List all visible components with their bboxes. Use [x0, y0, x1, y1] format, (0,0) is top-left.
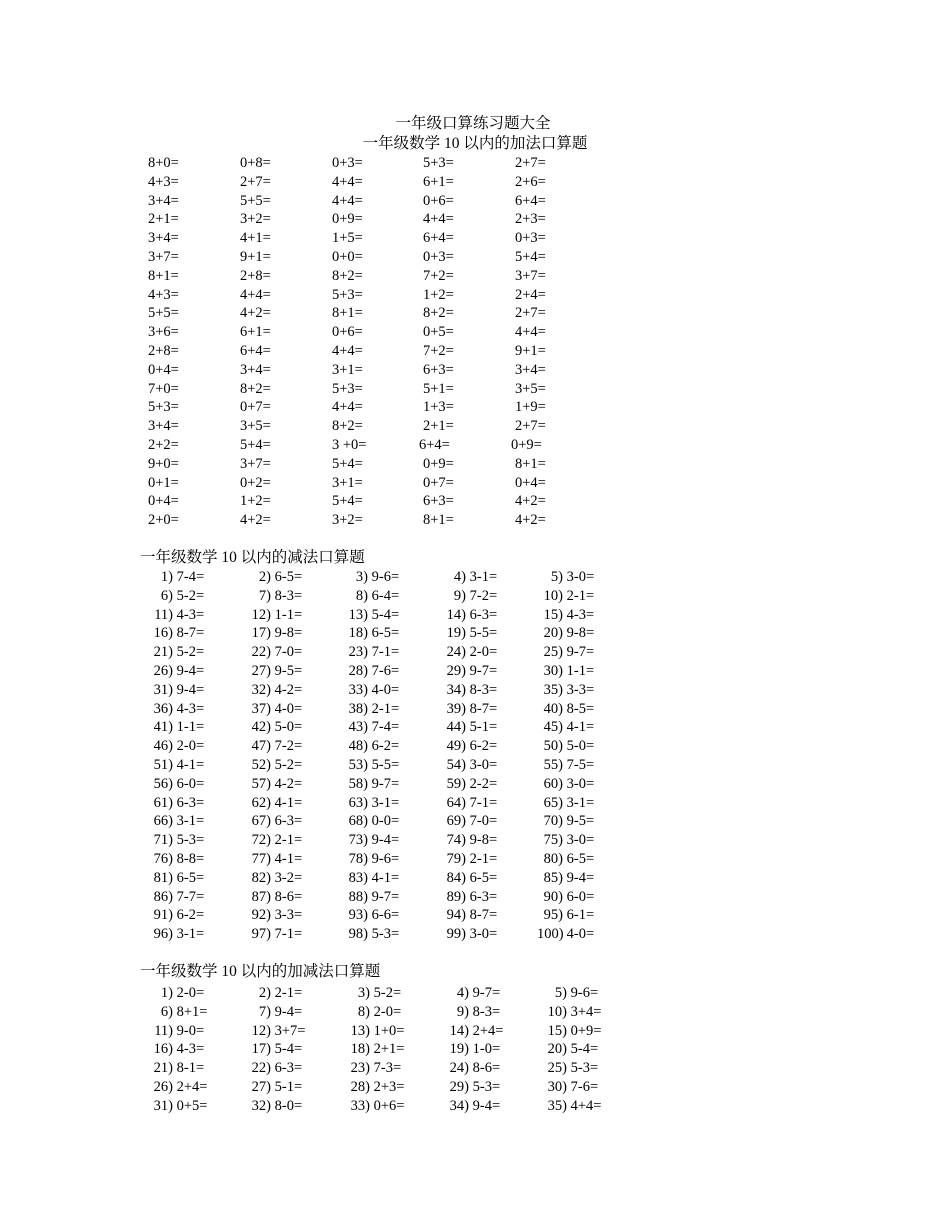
problem-item: 66) 3-1=: [153, 813, 205, 830]
problem-item: 19) 1-0=: [449, 1041, 501, 1058]
problem-item: 67) 6-3=: [251, 813, 303, 830]
problem-item: 2+8=: [240, 267, 271, 284]
problem-item: 6+1=: [240, 324, 271, 341]
problem-item: 23) 7-3=: [350, 1060, 402, 1077]
problem-item: 35) 4+4=: [547, 1097, 602, 1114]
problem-item: 5+4=: [515, 248, 546, 265]
problem-row: [0, 492, 950, 511]
problem-item: 58) 9-7=: [348, 775, 400, 792]
problem-item: 11) 4-3=: [154, 606, 205, 623]
problem-item: 3) 9-6=: [355, 569, 400, 585]
problem-item: 7) 8-3=: [258, 587, 303, 604]
problem-item: 3+2=: [240, 211, 271, 228]
problem-item: 4+4=: [332, 173, 363, 190]
problem-item: 5+5=: [148, 305, 179, 322]
problem-item: 10) 2-1=: [543, 587, 595, 604]
problem-item: 73) 9-4=: [348, 832, 400, 849]
problem-item: 60) 3-0=: [543, 775, 595, 792]
problem-item: 6+1=: [423, 173, 454, 190]
problem-row: [0, 737, 950, 756]
problem-item: 5+4=: [332, 493, 363, 510]
problem-item: 1+2=: [240, 493, 271, 510]
problem-item: 38) 2-1=: [348, 700, 400, 717]
problem-item: 5+3=: [332, 286, 363, 303]
problem-row: [0, 154, 950, 173]
problem-item: 0+6=: [423, 192, 454, 209]
problem-item: 0+9=: [511, 436, 542, 453]
problem-item: 12) 3+7=: [251, 1022, 306, 1039]
problem-item: 8+2=: [240, 380, 271, 397]
subtraction-section-heading: 一年级数学 10 以内的减法口算题: [140, 549, 365, 566]
problem-item: 29) 9-7=: [446, 662, 498, 679]
problem-item: 8+1=: [423, 512, 454, 529]
problem-item: 8+2=: [423, 305, 454, 322]
problem-item: 4+2=: [515, 493, 546, 510]
problem-item: 76) 8-8=: [153, 850, 205, 867]
problem-item: 2) 2-1=: [258, 985, 303, 1001]
problem-item: 16) 8-7=: [153, 625, 205, 642]
problem-item: 85) 9-4=: [543, 869, 595, 886]
problem-row: [0, 1097, 950, 1116]
problem-item: 11) 9-0=: [154, 1022, 205, 1039]
problem-item: 96) 3-1=: [153, 926, 205, 943]
problem-item: 9+1=: [240, 248, 271, 265]
problem-item: 22) 6-3=: [251, 1060, 303, 1077]
problem-item: 0+2=: [240, 474, 271, 491]
problem-item: 72) 2-1=: [251, 832, 303, 849]
problem-item: 3+4=: [515, 361, 546, 378]
problem-item: 7+0=: [148, 380, 179, 397]
problem-row: [0, 587, 950, 606]
problem-row: [0, 831, 950, 850]
problem-item: 2+7=: [515, 418, 546, 435]
problem-item: 4+4=: [515, 324, 546, 341]
problem-item: 55) 7-5=: [543, 756, 595, 773]
problem-item: 45) 4-1=: [543, 719, 595, 736]
problem-item: 46) 2-0=: [153, 738, 205, 755]
problem-item: 36) 4-3=: [153, 700, 205, 717]
problem-item: 2+2=: [148, 436, 179, 453]
problem-item: 33) 4-0=: [348, 681, 400, 698]
problem-item: 1+5=: [332, 230, 363, 247]
problem-item: 18) 6-5=: [348, 625, 400, 642]
addition-problem-grid: [0, 154, 950, 530]
problem-item: 47) 7-2=: [251, 738, 303, 755]
problem-item: 27) 9-5=: [251, 662, 303, 679]
problem-item: 6+4=: [240, 342, 271, 359]
problem-item: 8+2=: [332, 418, 363, 435]
problem-item: 0+8=: [240, 155, 271, 171]
problem-item: 7) 9-4=: [258, 1003, 303, 1020]
problem-item: 54) 3-0=: [446, 756, 498, 773]
problem-row: [0, 398, 950, 417]
problem-row: [0, 229, 950, 248]
problem-row: [0, 700, 950, 719]
problem-item: 68) 0-0=: [348, 813, 400, 830]
mixed-section-heading: 一年级数学 10 以内的加减法口算题: [140, 963, 381, 980]
problem-item: 6+4=: [515, 192, 546, 209]
problem-row: [0, 210, 950, 229]
problem-item: 8+0=: [148, 155, 179, 171]
problem-row: [0, 850, 950, 869]
problem-item: 82) 3-2=: [251, 869, 303, 886]
problem-item: 3+4=: [240, 361, 271, 378]
problem-row: [0, 662, 950, 681]
problem-item: 0+4=: [148, 493, 179, 510]
problem-row: [0, 812, 950, 831]
problem-item: 2+4=: [515, 286, 546, 303]
problem-item: 13) 5-4=: [348, 606, 400, 623]
problem-row: [0, 643, 950, 662]
problem-item: 3+7=: [515, 267, 546, 284]
problem-item: 26) 2+4=: [153, 1078, 208, 1095]
problem-row: [0, 925, 950, 944]
problem-item: 62) 4-1=: [251, 794, 303, 811]
problem-item: 42) 5-0=: [251, 719, 303, 736]
problem-item: 51) 4-1=: [153, 756, 205, 773]
problem-item: 4+4=: [240, 286, 271, 303]
subtraction-problem-grid: [0, 568, 950, 944]
problem-item: 81) 6-5=: [153, 869, 205, 886]
problem-item: 9) 7-2=: [453, 587, 498, 604]
problem-item: 0+3=: [423, 248, 454, 265]
problem-item: 90) 6-0=: [543, 888, 595, 905]
problem-item: 84) 6-5=: [446, 869, 498, 886]
problem-item: 95) 6-1=: [543, 907, 595, 924]
problem-item: 59) 2-2=: [446, 775, 498, 792]
problem-item: 4+4=: [332, 342, 363, 359]
problem-item: 1) 2-0=: [160, 985, 205, 1001]
problem-row: [0, 794, 950, 813]
problem-item: 34) 9-4=: [449, 1097, 501, 1114]
problem-item: 3+1=: [332, 361, 363, 378]
problem-item: 98) 5-3=: [348, 926, 400, 943]
problem-item: 43) 7-4=: [348, 719, 400, 736]
problem-item: 5+3=: [148, 399, 179, 416]
problem-row: [0, 361, 950, 380]
problem-item: 5+4=: [332, 455, 363, 472]
problem-item: 8) 6-4=: [355, 587, 400, 604]
problem-item: 2+1=: [423, 418, 454, 435]
problem-item: 91) 6-2=: [153, 907, 205, 924]
problem-item: 80) 6-5=: [543, 850, 595, 867]
problem-item: 79) 2-1=: [446, 850, 498, 867]
problem-item: 56) 6-0=: [153, 775, 205, 792]
problem-item: 2+7=: [515, 155, 546, 171]
problem-item: 6+4=: [419, 436, 450, 453]
problem-item: 4) 9-7=: [456, 985, 501, 1001]
problem-item: 6+4=: [423, 230, 454, 247]
problem-item: 32) 8-0=: [251, 1097, 303, 1114]
problem-item: 4) 3-1=: [453, 569, 498, 585]
problem-row: [0, 906, 950, 925]
problem-item: 97) 7-1=: [251, 926, 303, 943]
problem-item: 0+0=: [332, 248, 363, 265]
problem-item: 5+1=: [423, 380, 454, 397]
problem-item: 26) 9-4=: [153, 662, 205, 679]
problem-item: 4+3=: [148, 173, 179, 190]
problem-item: 3+2=: [332, 512, 363, 529]
problem-item: 31) 9-4=: [153, 681, 205, 698]
problem-item: 6) 5-2=: [160, 587, 205, 604]
problem-item: 2+1=: [148, 211, 179, 228]
problem-item: 4+2=: [240, 305, 271, 322]
problem-row: [0, 568, 950, 587]
problem-item: 15) 0+9=: [547, 1022, 602, 1039]
problem-item: 44) 5-1=: [446, 719, 498, 736]
problem-item: 6) 8+1=: [160, 1003, 208, 1020]
problem-item: 23) 7-1=: [348, 644, 400, 661]
problem-item: 32) 4-2=: [251, 681, 303, 698]
problem-item: 70) 9-5=: [543, 813, 595, 830]
problem-item: 3+7=: [240, 455, 271, 472]
problem-item: 27) 5-1=: [251, 1078, 303, 1095]
problem-item: 17) 5-4=: [251, 1041, 303, 1058]
problem-item: 5+4=: [240, 436, 271, 453]
problem-item: 75) 3-0=: [543, 832, 595, 849]
problem-item: 3+6=: [148, 324, 179, 341]
problem-item: 10) 3+4=: [547, 1003, 602, 1020]
problem-row: [0, 173, 950, 192]
problem-item: 2+3=: [515, 211, 546, 228]
problem-item: 17) 9-8=: [251, 625, 303, 642]
problem-item: 3+4=: [148, 192, 179, 209]
problem-item: 0+4=: [515, 474, 546, 491]
problem-item: 40) 8-5=: [543, 700, 595, 717]
problem-item: 0+5=: [423, 324, 454, 341]
problem-row: [0, 248, 950, 267]
problem-item: 25) 9-7=: [543, 644, 595, 661]
problem-item: 19) 5-5=: [446, 625, 498, 642]
problem-row: [0, 417, 950, 436]
problem-item: 74) 9-8=: [446, 832, 498, 849]
problem-item: 2+7=: [515, 305, 546, 322]
problem-item: 29) 5-3=: [449, 1078, 501, 1095]
problem-item: 0+1=: [148, 474, 179, 491]
problem-row: [0, 474, 950, 493]
problem-item: 25) 5-3=: [547, 1060, 599, 1077]
problem-item: 9+0=: [148, 455, 179, 472]
problem-item: 12) 1-1=: [251, 606, 303, 623]
problem-item: 41) 1-1=: [153, 719, 205, 736]
problem-item: 64) 7-1=: [446, 794, 498, 811]
problem-row: [0, 1059, 950, 1078]
problem-item: 3+5=: [515, 380, 546, 397]
problem-item: 22) 7-0=: [251, 644, 303, 661]
problem-item: 5) 3-0=: [550, 569, 595, 585]
problem-item: 2+7=: [240, 173, 271, 190]
problem-item: 4+4=: [423, 211, 454, 228]
problem-item: 3+7=: [148, 248, 179, 265]
problem-item: 3+4=: [148, 230, 179, 247]
problem-item: 3+1=: [332, 474, 363, 491]
problem-item: 0+6=: [332, 324, 363, 341]
problem-item: 15) 4-3=: [543, 606, 595, 623]
problem-item: 14) 2+4=: [449, 1022, 504, 1039]
problem-item: 77) 4-1=: [251, 850, 303, 867]
problem-item: 6+3=: [423, 493, 454, 510]
problem-item: 0+9=: [332, 211, 363, 228]
problem-row: [0, 1003, 950, 1022]
problem-item: 21) 8-1=: [153, 1060, 205, 1077]
problem-row: [0, 436, 950, 455]
problem-item: 4+1=: [240, 230, 271, 247]
problem-row: [0, 756, 950, 775]
problem-row: [0, 624, 950, 643]
problem-row: [0, 511, 950, 530]
problem-item: 4+3=: [148, 286, 179, 303]
problem-item: 5+5=: [240, 192, 271, 209]
problem-item: 21) 5-2=: [153, 644, 205, 661]
problem-item: 93) 6-6=: [348, 907, 400, 924]
problem-row: [0, 267, 950, 286]
problem-row: [0, 869, 950, 888]
problem-item: 24) 2-0=: [446, 644, 498, 661]
problem-row: [0, 984, 950, 1003]
problem-item: 63) 3-1=: [348, 794, 400, 811]
problem-item: 1+2=: [423, 286, 454, 303]
problem-item: 92) 3-3=: [251, 907, 303, 924]
problem-item: 3+4=: [148, 418, 179, 435]
problem-item: 61) 6-3=: [153, 794, 205, 811]
problem-row: [0, 380, 950, 399]
problem-item: 2+6=: [515, 173, 546, 190]
problem-item: 0+3=: [515, 230, 546, 247]
problem-row: [0, 323, 950, 342]
problem-row: [0, 304, 950, 323]
problem-item: 65) 3-1=: [543, 794, 595, 811]
problem-item: 94) 8-7=: [446, 907, 498, 924]
problem-item: 7+2=: [423, 342, 454, 359]
problem-item: 24) 8-6=: [449, 1060, 501, 1077]
problem-item: 1+9=: [515, 399, 546, 416]
problem-item: 4+2=: [515, 512, 546, 529]
problem-item: 3) 5-2=: [357, 985, 402, 1001]
problem-row: [0, 1040, 950, 1059]
problem-row: [0, 455, 950, 474]
problem-item: 71) 5-3=: [153, 832, 205, 849]
problem-item: 28) 7-6=: [348, 662, 400, 679]
problem-item: 6+3=: [423, 361, 454, 378]
problem-row: [0, 718, 950, 737]
problem-item: 31) 0+5=: [153, 1097, 208, 1114]
problem-row: [0, 888, 950, 907]
problem-item: 20) 5-4=: [547, 1041, 599, 1058]
problem-item: 13) 1+0=: [350, 1022, 405, 1039]
mixed-problem-grid: [0, 984, 950, 1116]
problem-item: 48) 6-2=: [348, 738, 400, 755]
problem-item: 18) 2+1=: [350, 1041, 405, 1058]
problem-item: 0+4=: [148, 361, 179, 378]
addition-section-title: 一年级数学 10 以内的加法口算题: [362, 135, 588, 152]
problem-row: [0, 342, 950, 361]
problem-row: [0, 775, 950, 794]
problem-item: 87) 8-6=: [251, 888, 303, 905]
problem-row: [0, 192, 950, 211]
problem-item: 8) 2-0=: [357, 1003, 402, 1020]
problem-item: 9) 8-3=: [456, 1003, 501, 1020]
problem-item: 83) 4-1=: [348, 869, 400, 886]
problem-item: 2+0=: [148, 512, 179, 529]
problem-item: 5+3=: [332, 380, 363, 397]
problem-row: [0, 606, 950, 625]
problem-item: 50) 5-0=: [543, 738, 595, 755]
problem-item: 89) 6-3=: [446, 888, 498, 905]
problem-item: 8+1=: [148, 267, 179, 284]
problem-item: 9+1=: [515, 342, 546, 359]
problem-item: 4+2=: [240, 512, 271, 529]
problem-item: 16) 4-3=: [153, 1041, 205, 1058]
problem-item: 33) 0+6=: [350, 1097, 405, 1114]
problem-item: 39) 8-7=: [446, 700, 498, 717]
problem-item: 5) 9-6=: [554, 985, 599, 1001]
problem-item: 8+1=: [515, 455, 546, 472]
problem-item: 8+1=: [332, 305, 363, 322]
problem-item: 0+7=: [240, 399, 271, 416]
problem-row: [0, 681, 950, 700]
problem-item: 53) 5-5=: [348, 756, 400, 773]
problem-item: 5+3=: [423, 155, 454, 171]
problem-item: 69) 7-0=: [446, 813, 498, 830]
problem-item: 99) 3-0=: [446, 926, 498, 943]
problem-item: 20) 9-8=: [543, 625, 595, 642]
problem-item: 8+2=: [332, 267, 363, 284]
problem-item: 100) 4-0=: [537, 926, 595, 943]
problem-item: 78) 9-6=: [348, 850, 400, 867]
problem-item: 0+9=: [423, 455, 454, 472]
problem-item: 3 +0=: [332, 436, 367, 453]
problem-item: 30) 7-6=: [547, 1078, 599, 1095]
problem-item: 2+8=: [148, 342, 179, 359]
problem-item: 49) 6-2=: [446, 738, 498, 755]
problem-item: 34) 8-3=: [446, 681, 498, 698]
problem-item: 88) 9-7=: [348, 888, 400, 905]
problem-item: 28) 2+3=: [350, 1078, 405, 1095]
problem-item: 86) 7-7=: [153, 888, 205, 905]
problem-item: 30) 1-1=: [543, 662, 595, 679]
problem-item: 52) 5-2=: [251, 756, 303, 773]
problem-item: 57) 4-2=: [251, 775, 303, 792]
problem-item: 14) 6-3=: [446, 606, 498, 623]
problem-item: 4+4=: [332, 399, 363, 416]
problem-row: [0, 1078, 950, 1097]
problem-row: [0, 1022, 950, 1041]
problem-item: 37) 4-0=: [251, 700, 303, 717]
problem-item: 2) 6-5=: [258, 569, 303, 585]
problem-item: 1+3=: [423, 399, 454, 416]
problem-item: 7+2=: [423, 267, 454, 284]
problem-item: 3+5=: [240, 418, 271, 435]
problem-item: 1) 7-4=: [160, 569, 205, 585]
problem-item: 0+7=: [423, 474, 454, 491]
problem-item: 35) 3-3=: [543, 681, 595, 698]
problem-item: 0+3=: [332, 155, 363, 171]
problem-row: [0, 286, 950, 305]
problem-item: 4+4=: [332, 192, 363, 209]
page-title: 一年级口算练习题大全: [395, 115, 551, 132]
